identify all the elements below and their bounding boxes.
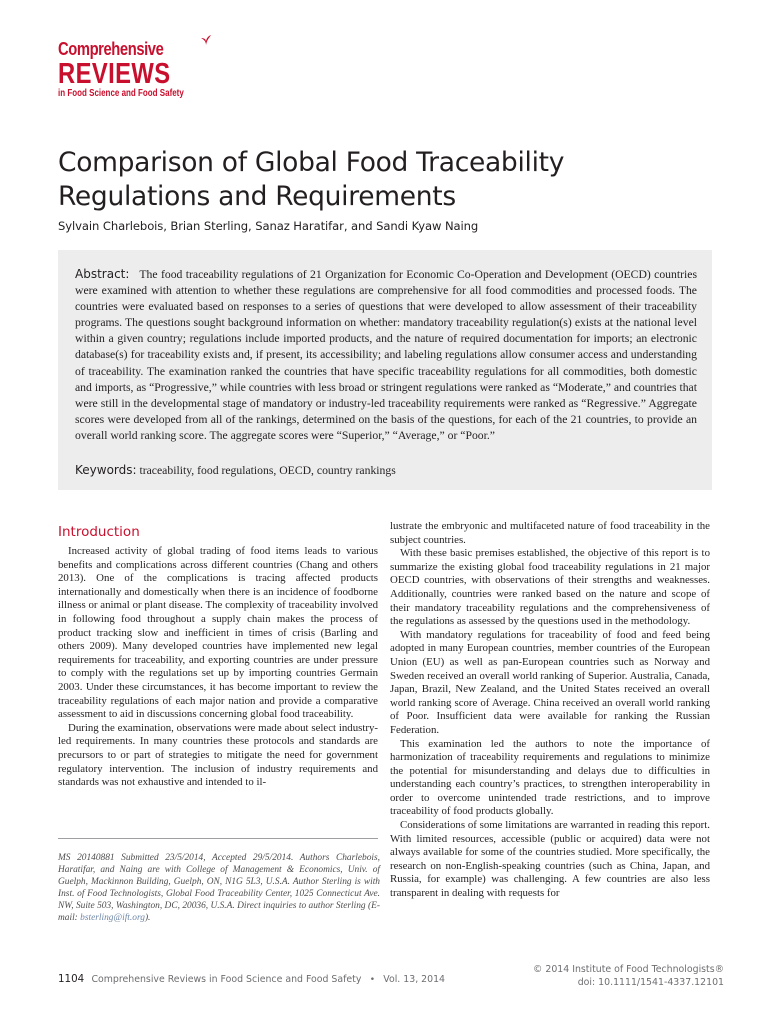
intro-paragraph-1: Increased activity of global trading of food items leads to various benefits and complications across different countries (Chang and others 2013). One of the complications is tracing affected products internationally and domestically when there is an incidence of foodborne illness or animal or plant disease. The complexity of traceability involved in following food throughout a supply chain makes the process of product tracking slow and inefficient in times of crisis (Barling and others 2009). Many developed countries have implemented new legal requirements for traceability, and exporting countries are under pressure to comply with the regulations set up by importing countries Germain 2003. Under these circumstances, it has become important to review the traceability regulations of each major nation and provide a comparative assessment to aid in discussions concerning global food traceability.	[58, 545, 378, 721]
footnote-text: MS 20140881 Submitted 23/5/2014, Accepted 29/5/2014. Authors Charlebois, Haratifar, and Naing are with College of Management & Economics, Univ. of Guelph, Mackinnon Building, Guelph, ON, N1G 5L3, U.S.A. Author Sterling is with Inst. of Food Technologists, Global Food Traceability Center, 1025 Connecticut Ave. NW, Suite 503, Washington, DC, 20036, U.S.A. Direct inquiries to author Sterling (E-mail:	[58, 853, 380, 924]
publisher-info	[533, 964, 724, 989]
copyright-notice: © 2014 Institute of Food Technologists®	[533, 964, 724, 975]
abstract-label: Abstract:	[75, 267, 130, 281]
logo-line-comprehensive: Comprehensive	[58, 39, 164, 59]
article-footnote	[58, 852, 380, 925]
intro-paragraph-4: With mandatory regulations for traceability of food and feed being adopted in many European countries, member countries of the European Union (EU) as well as pan-European countries such as Norway and Sweden received an overall world ranking of Superior. Australia, Canada, Japan, Brazil, New Zealand, and the United States received an overall world ranking score of Average. China received an overall world ranking of Poor. Insufficient data were available for ranking the Russian Federation.	[390, 628, 710, 736]
right-column	[390, 520, 710, 901]
article-authors: Sylvain Charlebois, Brian Sterling, Sanaz Haratifar, and Sandi Kyaw Naing	[58, 219, 479, 233]
leaf-icon	[200, 34, 212, 46]
keywords-label: Keywords:	[75, 463, 137, 477]
intro-paragraph-6: Considerations of some limitations are warranted in reading this report. With limited resources, accessible (public or acquired) data were not always available for some of the countries studied. More specifically, the research on non-English-speaking countries (such as China, Japan, and Russia, for example) was challenging. A few countries are also less transparent in dealing with requests for	[390, 819, 710, 900]
abstract-body: The food traceability regulations of 21 Organization for Economic Co-Operation and Development (OECD) countries were examined with attention to whether these regulations are comprehensive for all food commodities and processed foods. The countries were evaluated based on responses to a series of questions that were developed to allow assessment of their traceability programs. The questions sought background information on whether: mandatory traceability regulation(s) exists at the national level within a given country; regulations include imported products, and the nature of required documentation for imports; an electronic database(s) for traceability exists and, if present, its accessibility; and labeling regulations allow consumer access and understanding of traceability. The examination ranked the countries that have specific traceability regulations for all commodities, both domestic and imports, as “Progressive,” while countries with less broad or stringent regulations were ranked as “Moderate,” and countries that were still in the developmental stage of mandatory or industry-led traceability requirements were ranked as “Regressive.” Aggregate scores were developed from all of the rankings, determined on the basis of the questions, for each of the 21 countries, to provide an overall world ranking score. The aggregate scores were “Superior,” “Average,” or “Poor.”	[75, 268, 697, 442]
intro-paragraph-3: With these basic premises established, the objective of this report is to summarize the existing global food traceability regulations in 21 major OECD countries, with observations of their strengths and weaknesses. Additionally, countries were ranked based on the nature and scope of their mandatory traceability regulations and the comprehensiveness of the regulations as assessed by the questions used in the methodology.	[390, 547, 710, 628]
journal-name: Comprehensive Reviews in Food Science and Food Safety	[91, 974, 362, 985]
intro-paragraph-2-end: lustrate the embryonic and multifaceted nature of food traceability in the subject countries.	[390, 520, 710, 546]
footer-bullet: •	[369, 975, 375, 985]
footnote-divider	[58, 838, 378, 839]
intro-paragraph-5: This examination led the authors to note the importance of harmonization of traceability requirements and regulations to minimize the potential for misunderstanding and delays due to difficulties in understanding each country’s practices, to strengthen interoperability in order to overcome unintended trade restrictions, and to improve traceability of food products globally.	[390, 737, 710, 818]
footnote-end: ).	[144, 913, 151, 924]
intro-paragraph-2-start: During the examination, observations were made about select industry-led requirements. In many countries these protocols and standards are precursors to or part of strategies to mitigate the need for government regulatory intervention. The inclusion of industry requirements and standards was not exhaustive and intended to il-	[58, 721, 378, 789]
logo-line-reviews: REVIEWS	[58, 58, 171, 90]
section-heading-introduction: Introduction	[58, 524, 140, 540]
doi[interactable]: doi: 10.1111/1541-4337.12101	[577, 976, 724, 988]
journal-logo	[58, 39, 184, 100]
keywords-list: traceability, food regulations, OECD, country rankings	[139, 464, 396, 477]
page-number: 1104	[58, 973, 85, 985]
page-footer	[58, 973, 445, 985]
author-email-link[interactable]: bsterling@ift.org	[80, 913, 145, 924]
article-title: Comparison of Global Food Traceability Regulations and Requirements	[58, 147, 565, 212]
left-column	[58, 520, 378, 790]
logo-line-subtitle: in Food Science and Food Safety	[58, 88, 184, 99]
keywords	[75, 462, 697, 479]
volume-year: Vol. 13, 2014	[383, 974, 446, 985]
abstract	[75, 266, 697, 444]
